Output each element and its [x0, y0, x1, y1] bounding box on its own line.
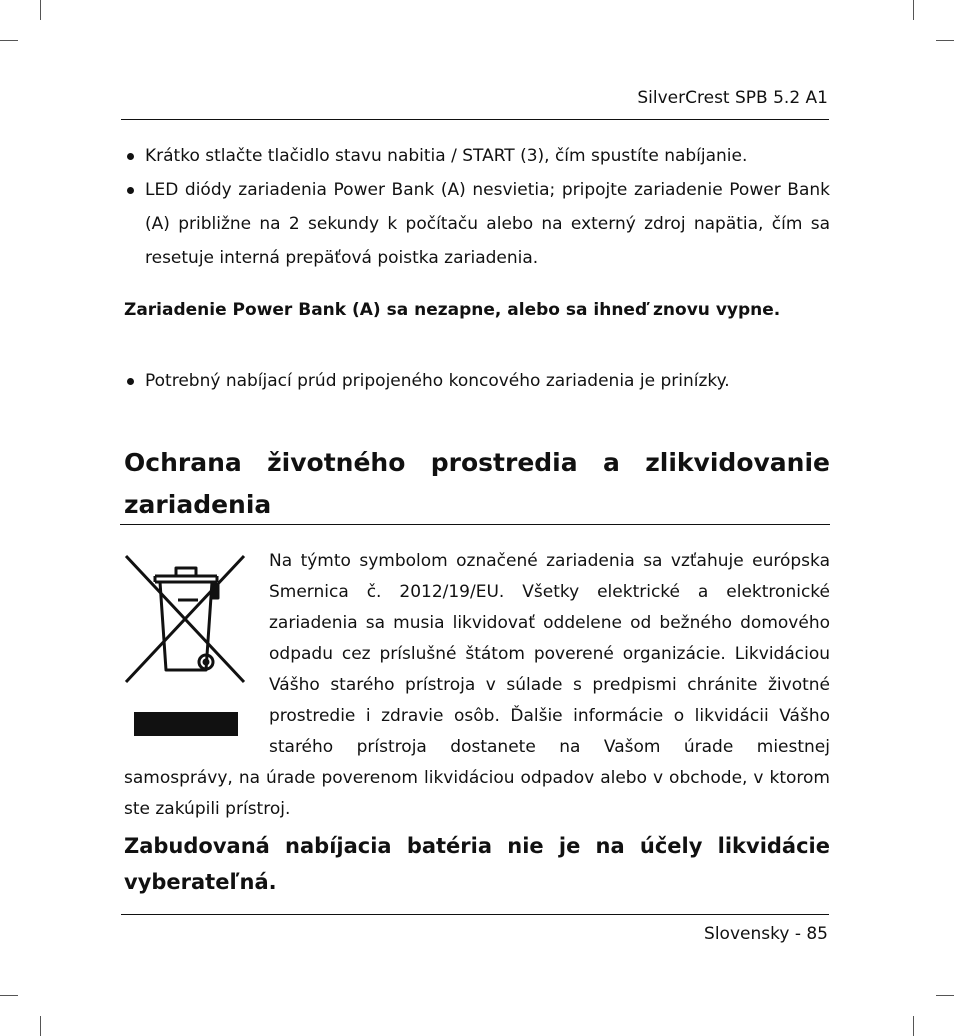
bullet-list-top	[124, 139, 830, 275]
disposal-note: Zabudovaná nabíjacia batéria nie je na účely likvidácie vyberateľná.	[124, 834, 830, 894]
crop-mark	[913, 1016, 914, 1036]
running-header: SilverCrest SPB 5.2 A1	[637, 88, 828, 108]
list-item: LED diódy zariadenia Power Bank (A) nesvietia; pripojte zariadenie Power Bank (A) približne na 2 sekundy k počítaču alebo na externý zdroj napätia, čím sa resetuje interná prepäťová poistka zariadenia.	[124, 173, 830, 275]
crop-mark	[913, 0, 914, 20]
section-rule	[120, 524, 830, 525]
crop-mark	[0, 995, 18, 996]
crop-mark	[40, 0, 41, 20]
list-item: Krátko stlačte tlačidlo stavu nabitia / START (3), čím spustíte nabíjanie.	[124, 139, 830, 173]
bullet-list-problem	[124, 364, 830, 398]
footer-rule	[121, 914, 829, 915]
crop-mark	[40, 1016, 41, 1036]
page-number: Slovensky - 85	[704, 924, 828, 944]
crop-mark	[936, 995, 954, 996]
disposal-text: Na týmto symbolom označené zariadenia sa vzťahuje európska Smernica č. 2012/19/EU. Všetky elektrické a elektronické zariadenia sa musia likvidovať oddelene od bežného domového odpadu cez príslušné štátom poverené organizácie. Likvidáciou Vášho starého prístroja v súlade s predpismi chránite životné prostredie i zdravie osôb. Ďalšie informácie o likvidácii Vášho starého prístroja dostanete na Vašom úrade miestnej samosprávy, na úrade poverenom likvidáciou odpadov alebo v obchode, v ktorom ste zakúpili prístroj.	[124, 551, 830, 819]
crop-mark	[0, 40, 18, 41]
crop-mark	[936, 40, 954, 41]
problem-heading: Zariadenie Power Bank (A) sa nezapne, alebo sa ihneď znovu vypne.	[124, 300, 781, 320]
list-item: Potrebný nabíjací prúd pripojeného koncového zariadenia je prinízky.	[124, 364, 830, 398]
header-rule	[121, 119, 829, 120]
symbol-spacer	[124, 546, 269, 762]
disposal-paragraph	[124, 546, 830, 825]
section-title: Ochrana životného prostredia a zlikvidovanie zariadenia	[124, 448, 830, 519]
